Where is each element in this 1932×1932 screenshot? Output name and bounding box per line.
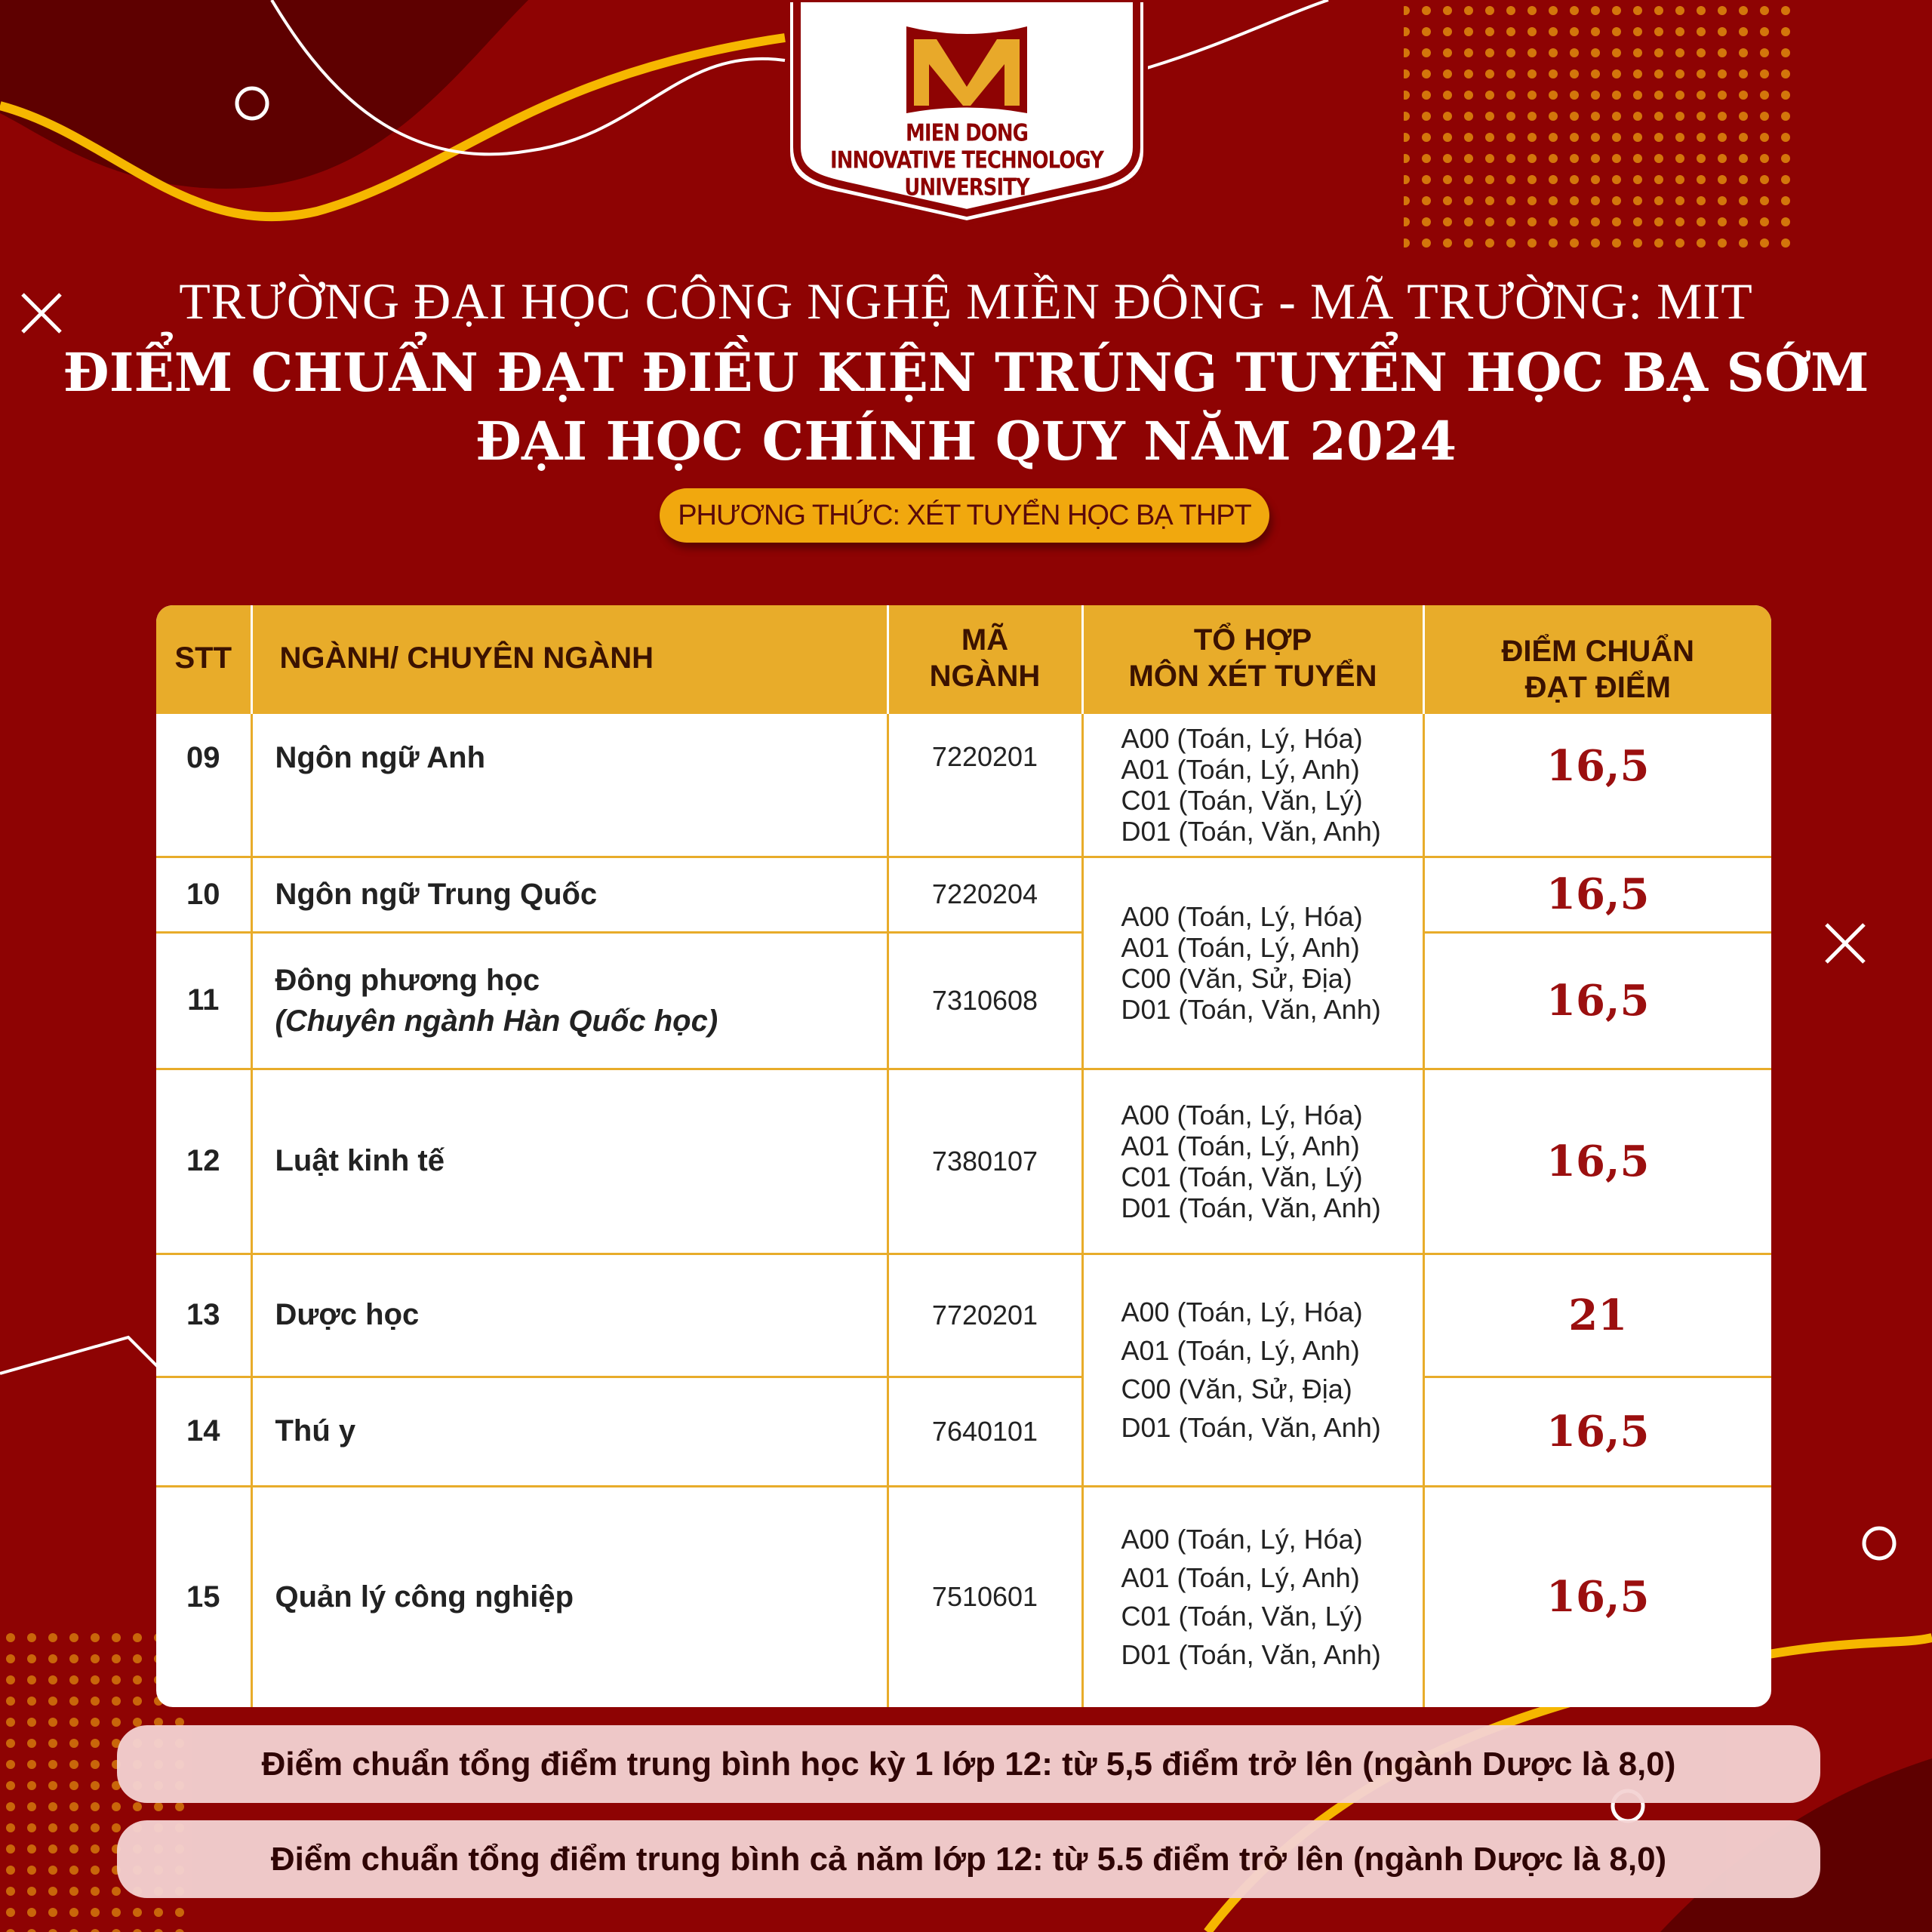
combo-cell — [1082, 1486, 1423, 1707]
header-line: NGÀNH — [929, 660, 1041, 694]
name-cell: Dược học — [251, 1254, 888, 1377]
combo-item: A01 (Toán, Lý, Anh) — [1121, 1335, 1360, 1366]
header-line: MÔN XÉT TUYỂN — [1128, 660, 1377, 694]
combo-item: A00 (Toán, Lý, Hóa) — [1121, 1297, 1363, 1327]
main-title: ĐIỂM CHUẨN ĐẠT ĐIỀU KIỆN TRÚNG TUYỂN HỌC BẠ SỚM — [63, 341, 1869, 404]
header-line: ĐIỂM CHUẨN — [1501, 635, 1695, 669]
combo-cell — [1082, 857, 1423, 1069]
code-cell: 7510601 — [888, 1486, 1082, 1707]
stt-cell: 12 — [156, 1069, 251, 1254]
table-header — [156, 605, 1771, 712]
combo-item: A00 (Toán, Lý, Hóa) — [1121, 722, 1363, 754]
code-cell: 7220204 — [888, 857, 1082, 932]
stt-cell: 09 — [156, 712, 251, 857]
name-cell: Luật kinh tế — [251, 1069, 888, 1254]
combo-item: D01 (Toán, Văn, Anh) — [1121, 815, 1381, 847]
header-stt: STT — [156, 605, 251, 712]
combo-item: A01 (Toán, Lý, Anh) — [1121, 931, 1360, 963]
code-cell: 7380107 — [888, 1069, 1082, 1254]
logo-text — [782, 120, 1152, 202]
university-logo — [782, 0, 1152, 226]
logo-line: INNOVATIVE TECHNOLOGY — [830, 147, 1103, 174]
table-row — [156, 857, 1771, 932]
code-cell: 7220201 — [888, 712, 1082, 857]
stt-cell: 15 — [156, 1486, 251, 1707]
name-cell: Thú y — [251, 1377, 888, 1486]
table-row — [156, 1377, 1771, 1486]
header-line: TỔ HỢP — [1193, 623, 1312, 657]
code-cell: 7640101 — [888, 1377, 1082, 1486]
score-table — [156, 605, 1771, 1707]
school-title: TRƯỜNG ĐẠI HỌC CÔNG NGHỆ MIỀN ĐÔNG - MÃ TRƯỜNG: MIT — [179, 272, 1753, 330]
combo-item: D01 (Toán, Văn, Anh) — [1121, 1192, 1381, 1223]
header-score — [1423, 605, 1771, 712]
combo-item: C01 (Toán, Văn, Lý) — [1121, 1601, 1363, 1632]
combo-item: A00 (Toán, Lý, Hóa) — [1121, 900, 1363, 932]
code-cell: 7310608 — [888, 932, 1082, 1069]
combo-item: D01 (Toán, Văn, Anh) — [1121, 1639, 1381, 1671]
combo-item: A01 (Toán, Lý, Anh) — [1121, 1130, 1360, 1161]
code-cell: 7720201 — [888, 1254, 1082, 1377]
score-cell: 16,5 — [1423, 857, 1771, 932]
name-subtext: (Chuyên ngành Hàn Quốc học) — [275, 1004, 718, 1038]
note-semester-1: Điểm chuẩn tổng điểm trung bình học kỳ 1 lớp 12: từ 5,5 điểm trở lên (ngành Dược là 8,0) — [117, 1725, 1820, 1803]
combo-item: A01 (Toán, Lý, Anh) — [1121, 753, 1360, 785]
combo-item: A01 (Toán, Lý, Anh) — [1121, 1562, 1360, 1594]
stt-cell: 11 — [156, 932, 251, 1069]
combo-item: D01 (Toán, Văn, Anh) — [1121, 993, 1381, 1025]
score-cell: 16,5 — [1423, 1486, 1771, 1707]
combo-item: C00 (Văn, Sử, Địa) — [1121, 962, 1352, 994]
logo-line: MIEN DONG — [906, 120, 1028, 147]
combo-item: C01 (Toán, Văn, Lý) — [1121, 784, 1363, 816]
score-cell: 16,5 — [1423, 1069, 1771, 1254]
header-line: ĐẠT ĐIỂM — [1524, 671, 1671, 705]
name-text: Đông phương học — [275, 963, 540, 997]
note-full-year: Điểm chuẩn tổng điểm trung bình cả năm lớp 12: từ 5.5 điểm trở lên (ngành Dược là 8,0) — [117, 1820, 1820, 1898]
stt-cell: 10 — [156, 857, 251, 932]
combo-item: C01 (Toán, Văn, Lý) — [1121, 1161, 1363, 1192]
name-cell — [251, 932, 888, 1069]
score-cell: 16,5 — [1423, 932, 1771, 1069]
table-row — [156, 1486, 1771, 1707]
score-cell: 21 — [1423, 1254, 1771, 1377]
table-row — [156, 932, 1771, 1069]
name-cell: Ngôn ngữ Anh — [251, 712, 888, 857]
combo-item: C00 (Văn, Sử, Địa) — [1121, 1374, 1352, 1404]
header-combo — [1082, 605, 1423, 712]
table-row — [156, 712, 1771, 857]
combo-cell — [1082, 1254, 1423, 1486]
header-name: NGÀNH/ CHUYÊN NGÀNH — [251, 605, 888, 712]
stt-cell: 13 — [156, 1254, 251, 1377]
method-badge: PHƯƠNG THỨC: XÉT TUYỂN HỌC BẠ THPT — [660, 488, 1269, 543]
table-row — [156, 1069, 1771, 1254]
combo-cell — [1082, 712, 1423, 857]
logo-line: UNIVERSITY — [904, 174, 1029, 202]
name-cell: Quản lý công nghiệp — [251, 1486, 888, 1707]
score-cell: 16,5 — [1423, 1377, 1771, 1486]
main-subtitle: ĐẠI HỌC CHÍNH QUY NĂM 2024 — [475, 410, 1457, 472]
table-row — [156, 1254, 1771, 1377]
combo-item: D01 (Toán, Văn, Anh) — [1121, 1412, 1381, 1443]
combo-cell — [1082, 1069, 1423, 1254]
combo-item: A00 (Toán, Lý, Hóa) — [1121, 1524, 1363, 1555]
name-cell: Ngôn ngữ Trung Quốc — [251, 857, 888, 932]
header-code — [888, 605, 1082, 712]
score-cell: 16,5 — [1423, 712, 1771, 857]
combo-item: A00 (Toán, Lý, Hóa) — [1121, 1099, 1363, 1131]
header-line: MÃ — [961, 623, 1009, 657]
stt-cell: 14 — [156, 1377, 251, 1486]
